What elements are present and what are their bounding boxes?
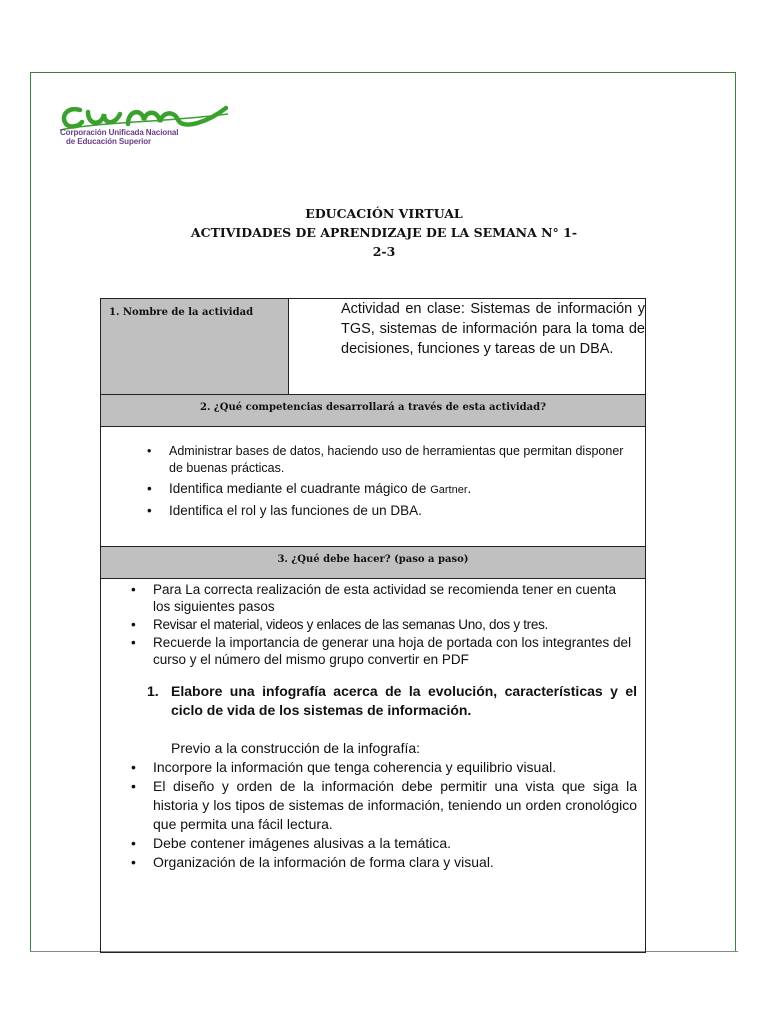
list-item: • Incorpore la información que tenga coherencia y equilibrio visual. bbox=[153, 758, 637, 777]
task-number: 1. bbox=[147, 683, 159, 699]
list-item: • El diseño y orden de la información debe permitir una vista que siga la historia y los tipos de sistemas de información, teniendo un orden cronológico que permita una fácil lectura. bbox=[153, 777, 637, 834]
activity-name-label: 1. Nombre de la actividad bbox=[109, 307, 254, 318]
competencies-header-row bbox=[101, 395, 646, 427]
steps-list bbox=[153, 581, 637, 668]
previo-text: Previo a la construcción de la infografía: bbox=[171, 740, 421, 756]
gartner-suffix: . bbox=[467, 481, 472, 496]
activity-name-value: Actividad en clase: Sistemas de información y TGS, sistemas de información para la toma de decisiones, funciones y tareas de un DBA. bbox=[289, 299, 646, 395]
activity-name-label-cell bbox=[101, 299, 289, 395]
steps-row bbox=[101, 579, 646, 953]
header-line2: ACTIVIDADES DE APRENDIZAJE DE LA SEMANA N° 1- bbox=[190, 225, 578, 240]
header-line3: 2-3 bbox=[372, 244, 396, 259]
task-instruction bbox=[147, 682, 637, 720]
list-item bbox=[169, 480, 625, 499]
list-item-text: Identifica mediante el cuadrante mágico de bbox=[169, 481, 427, 496]
competencies-cell bbox=[101, 427, 646, 547]
logo-caption-line2: de Educación Superior bbox=[66, 137, 152, 146]
activity-name-row bbox=[101, 299, 646, 395]
logo-caption bbox=[60, 128, 178, 146]
list-item: • Organización de la información de forma clara y visual. bbox=[153, 853, 637, 872]
steps-label: 3. ¿Qué debe hacer? (paso a paso) bbox=[277, 554, 469, 565]
steps-header-cell bbox=[101, 547, 646, 579]
competencies-row bbox=[101, 427, 646, 547]
list-item: • Recuerde la importancia de generar una hoja de portada con los integrantes del curso y el número del mismo grupo convertir en PDF bbox=[153, 634, 637, 668]
steps-header-row bbox=[101, 547, 646, 579]
list-item: • Para La correcta realización de esta actividad se recomienda tener en cuenta los siguientes pasos bbox=[153, 581, 637, 615]
list-item: • Identifica el rol y las funciones de un DBA. bbox=[169, 502, 625, 519]
activity-table bbox=[100, 298, 646, 953]
guidelines-list bbox=[153, 758, 637, 872]
list-item: • Debe contener imágenes alusivas a la temática. bbox=[153, 834, 637, 853]
competencies-list bbox=[169, 443, 625, 519]
header-line1: EDUCACIÓN VIRTUAL bbox=[305, 206, 463, 221]
steps-cell bbox=[101, 579, 646, 953]
competencies-header-cell bbox=[101, 395, 646, 427]
competencies-label: 2. ¿Qué competencias desarrollará a través de esta actividad? bbox=[200, 402, 546, 413]
gartner-term: Gartner bbox=[430, 484, 468, 496]
list-item: • Administrar bases de datos, haciendo uso de herramientas que permitan disponer de buenas prácticas. bbox=[169, 443, 625, 477]
list-item: • Revisar el material, videos y enlaces de las semanas Uno, dos y tres. bbox=[153, 616, 637, 633]
logo-caption-line1: Corporación Unificada Nacional bbox=[60, 128, 179, 137]
task-text: Elabore una infografía acerca de la evolución, características y el ciclo de vida de los sistemas de información. bbox=[171, 683, 637, 718]
document-header bbox=[100, 204, 668, 261]
